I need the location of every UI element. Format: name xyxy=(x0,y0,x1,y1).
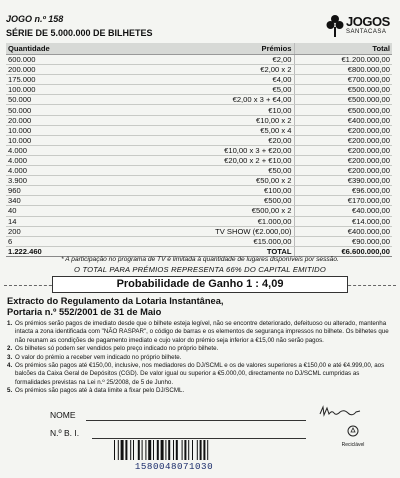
table-row xyxy=(6,105,392,115)
row-quantity: 20.000 xyxy=(6,115,68,125)
rule-number: 4. xyxy=(7,362,13,370)
logo-wordmark: JOGOS xyxy=(346,14,390,29)
row-quantity: 4.000 xyxy=(6,145,68,155)
barcode-bar xyxy=(153,440,154,460)
recyclable-mark xyxy=(340,424,366,448)
barcode-bar xyxy=(176,440,178,460)
row-prize: €2,00 xyxy=(68,55,294,65)
barcode-bar xyxy=(197,440,198,460)
recyclable-label: Reciclável xyxy=(341,442,365,448)
rule-number: 5. xyxy=(7,387,13,395)
table-row xyxy=(6,125,392,135)
barcode-bar xyxy=(184,440,186,460)
barcode-bar xyxy=(114,440,115,460)
table-row xyxy=(6,75,392,85)
tv-footnote: * A participação no programa de TV é limitada à quantidade de lugares disponíveis por sessão. xyxy=(61,256,339,263)
row-quantity: 50.000 xyxy=(6,95,68,105)
row-quantity: 340 xyxy=(6,196,68,206)
barcode-bar xyxy=(182,440,183,460)
header-total: Total xyxy=(294,43,392,55)
row-quantity: 4.000 xyxy=(6,155,68,165)
row-total: €96.000,00 xyxy=(294,186,392,196)
table-row xyxy=(6,236,392,246)
barcode-bar xyxy=(188,440,189,460)
barcode-bar xyxy=(203,440,205,460)
signature-image xyxy=(318,404,362,418)
regulation-rules xyxy=(7,320,393,396)
table-row xyxy=(6,145,392,155)
table-row xyxy=(6,216,392,226)
barcode-number: 1580048071030 xyxy=(134,461,214,472)
table-row xyxy=(6,135,392,145)
row-quantity: 50.000 xyxy=(6,105,68,115)
row-quantity: 40 xyxy=(6,206,68,216)
row-quantity: 10.000 xyxy=(6,125,68,135)
id-number-label: N.º B. I. xyxy=(50,428,80,438)
barcode xyxy=(112,440,236,460)
table-row xyxy=(6,65,392,75)
row-total: €90.000,00 xyxy=(294,236,392,246)
row-total: €800.000,00 xyxy=(294,65,392,75)
rule-text: Os prémios serão pagos de imediato desde que o bilhete esteja legível, não se encontre deteriorado, defeituoso ou alterado, mantenha intacta a zona identificada com "NÃO RASPAR", o código de barras e os elementos de segurança impressos no bilhete. Os bilhetes que não reunam as condições de pagamento imediato e cujo valor do prémio seja inferior a €15,00 não serão pagos. xyxy=(15,320,389,344)
rule-text: Os bilhetes só podem ser vendidos pelo preço indicado no próprio bilhete. xyxy=(15,345,219,353)
row-prize: €5,00 x 4 xyxy=(68,125,294,135)
barcode-bar xyxy=(148,440,151,460)
barcode-bar xyxy=(207,440,208,460)
rule-number: 1. xyxy=(7,320,13,327)
logo-subtitle: SANTACASA xyxy=(346,29,387,35)
table-row xyxy=(6,85,392,95)
row-quantity: 10.000 xyxy=(6,135,68,145)
prize-table xyxy=(6,43,392,257)
table-row xyxy=(6,186,392,196)
rule-item xyxy=(7,362,393,387)
barcode-bar xyxy=(173,440,174,460)
row-prize: €5,00 xyxy=(68,85,294,95)
row-total: €200.000,00 xyxy=(294,166,392,176)
row-total: €400.000,00 xyxy=(294,226,392,236)
barcode-bar xyxy=(165,440,166,460)
header xyxy=(6,14,396,40)
row-prize: €2,00 x 2 xyxy=(68,65,294,75)
id-number-field[interactable] xyxy=(92,438,306,439)
table-row xyxy=(6,155,392,165)
row-total: €1.200.000,00 xyxy=(294,55,392,65)
table-row xyxy=(6,115,392,125)
rule-item xyxy=(7,354,393,362)
row-quantity: 175.000 xyxy=(6,75,68,85)
barcode-bar xyxy=(142,440,143,460)
probability-box: Probabilidade de Ganho 1 : 4,09 xyxy=(52,276,348,293)
rule-number: 3. xyxy=(7,353,13,361)
barcode-bar xyxy=(133,440,134,460)
barcode-bar xyxy=(118,440,119,460)
barcode-bar xyxy=(200,440,202,460)
row-total: €170.000,00 xyxy=(294,196,392,206)
table-row xyxy=(6,176,392,186)
regulation-title-line1: Extracto do Regulamento da Lotaria Instantânea, xyxy=(7,296,224,306)
barcode-bar xyxy=(130,440,131,460)
row-prize: €15.000,00 xyxy=(68,236,294,246)
row-quantity: 200.000 xyxy=(6,65,68,75)
header-prizes: Prémios xyxy=(68,43,294,55)
name-label: NOME xyxy=(50,410,76,420)
regulation-title xyxy=(7,296,223,318)
row-quantity: 3.900 xyxy=(6,176,68,186)
row-total: €700.000,00 xyxy=(294,75,392,85)
barcode-bar xyxy=(168,440,170,460)
barcode-bar xyxy=(145,440,146,460)
rule-item xyxy=(7,387,393,395)
rule-item xyxy=(7,320,393,345)
row-prize: €10,00 x 2 xyxy=(68,115,294,125)
table-row xyxy=(6,206,392,216)
row-quantity: 600.000 xyxy=(6,55,68,65)
row-prize: TV SHOW (€2.000,00) xyxy=(68,226,294,236)
name-field[interactable] xyxy=(86,420,306,421)
row-quantity: 14 xyxy=(6,216,68,226)
table-row xyxy=(6,95,392,105)
row-prize: €500,00 x 2 xyxy=(68,206,294,216)
total-label: TOTAL xyxy=(68,246,294,256)
table-row xyxy=(6,166,392,176)
row-quantity: 100.000 xyxy=(6,85,68,95)
row-prize: €10,00 x 3 + €20,00 xyxy=(68,145,294,155)
row-prize: €20,00 x 2 + €10,00 xyxy=(68,155,294,165)
rule-text: Os prémios são pagos até à data limite a fixar pelo DJ/SCML. xyxy=(15,387,185,395)
jogos-santacasa-logo xyxy=(326,12,390,42)
barcode-bar xyxy=(121,440,124,460)
row-total: €500.000,00 xyxy=(294,105,392,115)
row-total: €40.000,00 xyxy=(294,206,392,216)
row-total: €200.000,00 xyxy=(294,155,392,165)
prize-table-header xyxy=(6,43,392,55)
row-prize: €10,00 xyxy=(68,105,294,115)
rule-item xyxy=(7,345,393,353)
row-prize: €50,00 xyxy=(68,166,294,176)
table-row xyxy=(6,226,392,236)
barcode-bar xyxy=(161,440,164,460)
row-quantity: 960 xyxy=(6,186,68,196)
row-prize: €20,00 xyxy=(68,135,294,145)
total-quantity: 1.222.460 xyxy=(6,246,68,256)
clover-logo-icon xyxy=(326,14,344,38)
row-total: €200.000,00 xyxy=(294,135,392,145)
row-quantity: 200 xyxy=(6,226,68,236)
header-quantity: Quantidade xyxy=(6,43,68,55)
rule-text: Os prémios são pagos até €150,00, inclusive, nos mediadores do DJ/SCML e os de valores superiores a €150,00 e até €4.999,00, aos balcões da Caixa Geral de Depósitos (CGD). De valor igual ou superior a €5.000,00, directamente no DJ/SCML cumpridas as formalidades previstas na Lei n.º 25/2008, de 5 de Junho. xyxy=(15,362,385,386)
table-row xyxy=(6,55,392,65)
row-total: €200.000,00 xyxy=(294,125,392,135)
grand-total: €6.600.000,00 xyxy=(294,246,392,256)
rule-number: 2. xyxy=(7,345,13,353)
row-prize: €1.000,00 xyxy=(68,216,294,226)
row-quantity: 6 xyxy=(6,236,68,246)
row-total: €500.000,00 xyxy=(294,85,392,95)
row-prize: €50,00 x 2 xyxy=(68,176,294,186)
game-number: JOGO n.º 158 xyxy=(6,14,64,24)
series-title: SÉRIE DE 5.000.000 DE BILHETES xyxy=(6,28,153,38)
row-total: €14.000,00 xyxy=(294,216,392,226)
row-prize: €500,00 xyxy=(68,196,294,206)
barcode-bar xyxy=(192,440,193,460)
table-row xyxy=(6,196,392,206)
row-prize: €100,00 xyxy=(68,186,294,196)
rule-text: O valor do prémio a receber vem indicado no próprio bilhete. xyxy=(15,353,182,361)
row-prize: €2,00 x 3 + €4,00 xyxy=(68,95,294,105)
table-total-row xyxy=(6,246,392,256)
row-prize: €4,00 xyxy=(68,75,294,85)
row-total: €390.000,00 xyxy=(294,176,392,186)
barcode-bar xyxy=(138,440,140,460)
recycle-icon xyxy=(347,425,359,437)
regulation-title-line2: Portaria n.º 552/2001 de 31 de Maio xyxy=(7,307,162,317)
prize-percentage-note: O TOTAL PARA PRÉMIOS REPRESENTA 66% DO CAPITAL EMITIDO xyxy=(74,265,326,274)
row-total: €200.000,00 xyxy=(294,145,392,155)
barcode-bar xyxy=(157,440,159,460)
barcode-bar xyxy=(125,440,127,460)
row-total: €400.000,00 xyxy=(294,115,392,125)
row-quantity: 4.000 xyxy=(6,166,68,176)
row-total: €500.000,00 xyxy=(294,95,392,105)
